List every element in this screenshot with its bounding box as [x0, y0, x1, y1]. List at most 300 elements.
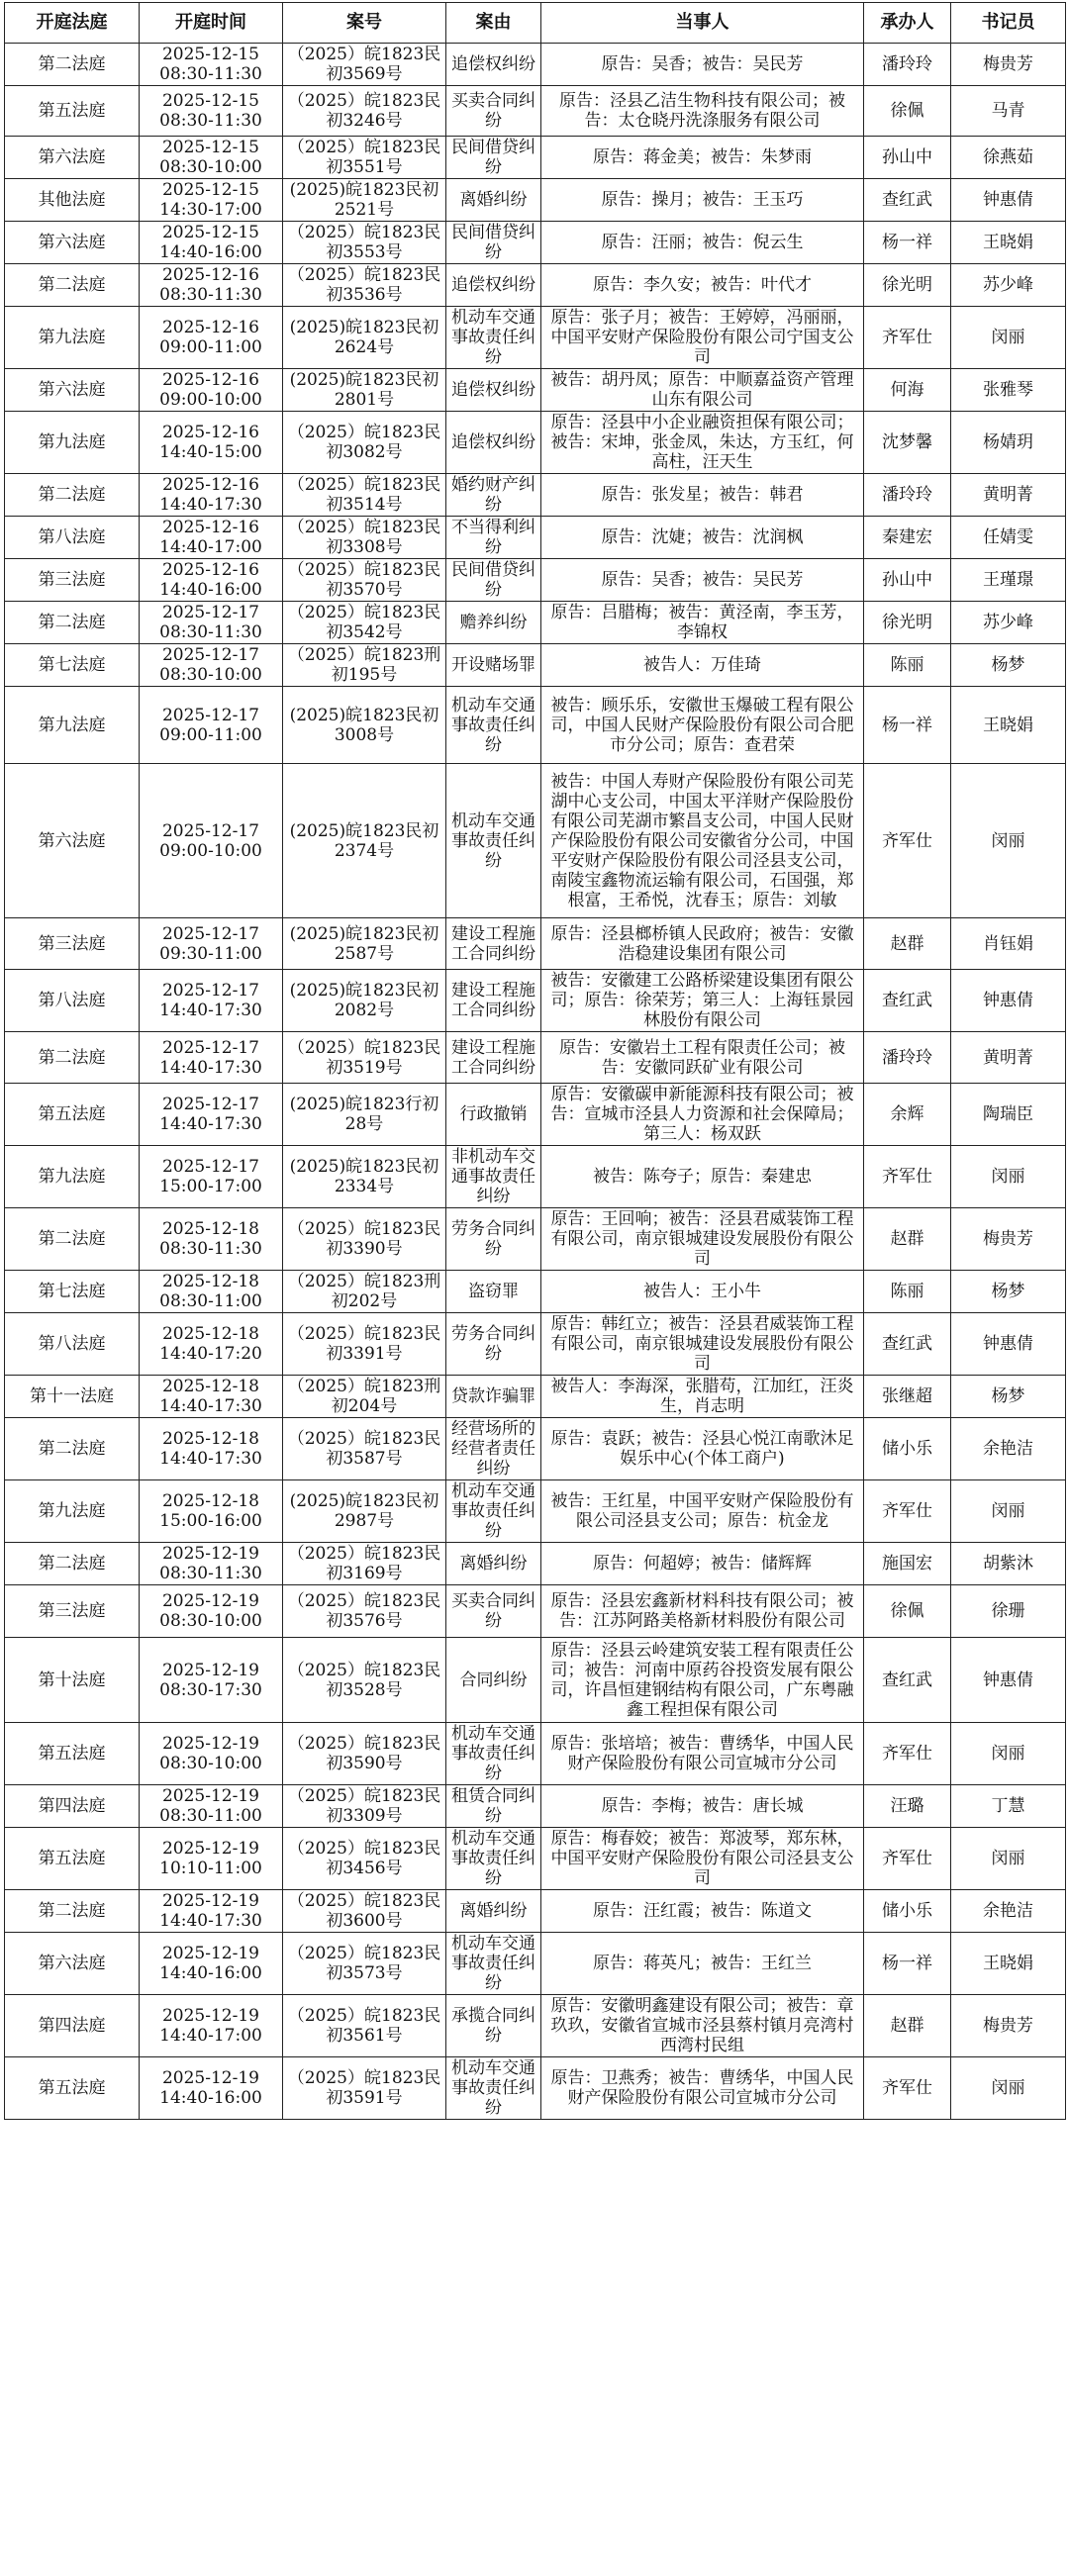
time-text: 08:30-11:30 [159, 1239, 262, 1259]
parties-cell [541, 1032, 864, 1084]
time-text: 2025-12-18 [161, 1324, 259, 1344]
clerk-text: 杨梦 [991, 655, 1025, 675]
judge-cell [864, 179, 951, 222]
cause-cell [446, 517, 541, 559]
case-number-text: （2025）皖1823民初3590号 [287, 1734, 441, 1773]
parties-cell [541, 764, 864, 918]
court-cell [5, 1933, 140, 1995]
case-number-cell [283, 764, 446, 918]
court-cell [5, 687, 140, 764]
case-number-text: （2025）皖1823民初3456号 [287, 1839, 441, 1878]
table-row [5, 970, 1066, 1032]
parties-cell [541, 1208, 864, 1271]
table-row [5, 1271, 1066, 1313]
time-text: 2025-12-16 [161, 265, 259, 285]
table-row [5, 369, 1066, 412]
time-cell [140, 1032, 283, 1084]
judge-cell [864, 1638, 951, 1723]
cause-text: 机动车交通事故责任纠纷 [451, 1724, 535, 1783]
judge-text: 徐光明 [882, 613, 932, 632]
time-text: 2025-12-19 [161, 1734, 259, 1754]
clerk-text: 徐珊 [991, 1601, 1025, 1621]
parties-cell [541, 1418, 864, 1480]
case-number-cell [283, 644, 446, 687]
court-cell [5, 412, 140, 474]
clerk-text: 闵丽 [991, 1849, 1025, 1868]
time-text: 14:40-17:30 [159, 1057, 262, 1078]
clerk-text: 胡紫沐 [983, 1554, 1033, 1574]
court-text: 第九法庭 [38, 328, 106, 347]
parties-text: 原告：汪丽；被告：倪云生 [601, 233, 804, 252]
clerk-text: 杨梦 [991, 1386, 1025, 1406]
cause-text: 机动车交通事故责任纠纷 [451, 2058, 535, 2118]
cause-cell [446, 137, 541, 179]
judge-cell [864, 559, 951, 602]
cause-cell [446, 1313, 541, 1376]
court-text: 第二法庭 [38, 1554, 106, 1574]
schedule-body [5, 44, 1066, 2120]
case-number-text: (2025)皖1823民初2082号 [289, 981, 439, 1020]
cause-text: 经营场所的经营者责任纠纷 [451, 1419, 535, 1479]
case-number-text: （2025）皖1823民初3082号 [287, 423, 441, 462]
case-number-cell [283, 1828, 446, 1890]
judge-cell [864, 1890, 951, 1933]
judge-cell [864, 2057, 951, 2120]
court-text: 第三法庭 [38, 933, 106, 954]
table-row [5, 687, 1066, 764]
judge-cell [864, 970, 951, 1032]
judge-cell [864, 1585, 951, 1638]
judge-cell [864, 1543, 951, 1585]
case-number-cell [283, 1723, 446, 1785]
time-text: 2025-12-16 [161, 370, 259, 390]
court-cell [5, 222, 140, 264]
time-text: 2025-12-17 [161, 1037, 259, 1058]
cause-cell [446, 1146, 541, 1208]
parties-cell [541, 86, 864, 137]
court-cell [5, 970, 140, 1032]
court-text: 第二法庭 [38, 275, 106, 295]
table-row [5, 1146, 1066, 1208]
judge-text: 赵群 [890, 1229, 924, 1249]
time-cell [140, 2057, 283, 2120]
time-text: 09:00-10:00 [159, 840, 262, 861]
time-text: 14:40-16:00 [159, 580, 262, 600]
cause-cell [446, 1480, 541, 1543]
court-cell [5, 1995, 140, 2057]
time-text: 2025-12-17 [161, 1157, 259, 1177]
cause-text: 民间借贷纠纷 [451, 560, 535, 600]
clerk-text: 黄明菁 [983, 485, 1033, 505]
clerk-cell [951, 222, 1066, 264]
clerk-text: 钟惠倩 [983, 1670, 1033, 1690]
court-cell [5, 86, 140, 137]
parties-cell [541, 1828, 864, 1890]
judge-cell [864, 1146, 951, 1208]
court-cell [5, 1146, 140, 1208]
time-cell [140, 644, 283, 687]
court-text: 第十法庭 [38, 1670, 106, 1690]
clerk-cell [951, 602, 1066, 644]
time-text: 08:30-11:00 [159, 1291, 262, 1311]
cause-text: 民间借贷纠纷 [451, 138, 535, 177]
clerk-cell [951, 1638, 1066, 1723]
clerk-cell [951, 1418, 1066, 1480]
judge-text: 齐军仕 [882, 328, 932, 347]
time-cell [140, 687, 283, 764]
header-cause: 案由 [446, 3, 541, 44]
court-cell [5, 559, 140, 602]
time-text: 14:40-16:00 [159, 242, 262, 262]
judge-text: 何海 [890, 380, 924, 400]
cause-text: 行政撤销 [459, 1104, 528, 1124]
time-cell [140, 137, 283, 179]
court-text: 其他法庭 [38, 190, 106, 210]
court-text: 第五法庭 [38, 2078, 106, 2098]
clerk-text: 丁慧 [991, 1796, 1025, 1816]
time-cell [140, 1638, 283, 1723]
table-row [5, 644, 1066, 687]
time-text: 2025-12-15 [161, 180, 259, 200]
clerk-cell [951, 1543, 1066, 1585]
time-cell [140, 1723, 283, 1785]
table-row [5, 1543, 1066, 1585]
clerk-text: 王晓娟 [983, 715, 1033, 735]
case-number-cell [283, 559, 446, 602]
time-cell [140, 602, 283, 644]
time-text: 09:00-10:00 [159, 390, 262, 410]
time-text: 08:30-10:00 [159, 157, 262, 177]
cause-cell [446, 474, 541, 517]
cause-cell [446, 1995, 541, 2057]
time-text: 2025-12-19 [161, 1591, 259, 1611]
judge-text: 汪璐 [890, 1796, 924, 1816]
clerk-cell [951, 918, 1066, 970]
clerk-cell [951, 1933, 1066, 1995]
court-cell [5, 644, 140, 687]
time-text: 09:00-11:00 [159, 724, 262, 745]
clerk-cell [951, 412, 1066, 474]
case-number-text: （2025）皖1823民初3390号 [287, 1219, 441, 1259]
table-row [5, 44, 1066, 86]
cause-text: 追偿权纠纷 [451, 380, 535, 400]
clerk-cell [951, 644, 1066, 687]
time-text: 09:00-11:00 [159, 337, 262, 357]
clerk-text: 任婧雯 [983, 527, 1033, 547]
time-cell [140, 559, 283, 602]
case-number-cell [283, 1146, 446, 1208]
time-text: 2025-12-17 [161, 645, 259, 665]
clerk-text: 徐燕茹 [983, 147, 1033, 167]
cause-cell [446, 918, 541, 970]
judge-cell [864, 687, 951, 764]
time-text: 14:40-17:30 [159, 495, 262, 515]
cause-text: 劳务合同纠纷 [451, 1324, 535, 1364]
case-number-cell [283, 1890, 446, 1933]
judge-cell [864, 44, 951, 86]
court-text: 第八法庭 [38, 1334, 106, 1354]
parties-text: 原告：蒋金美；被告：朱梦雨 [593, 147, 812, 167]
parties-cell [541, 1638, 864, 1723]
parties-cell [541, 644, 864, 687]
court-text: 第四法庭 [38, 1796, 106, 1816]
clerk-cell [951, 474, 1066, 517]
case-number-text: （2025）皖1823民初3570号 [287, 560, 441, 600]
parties-text: 被告人：王小牛 [643, 1282, 761, 1301]
parties-cell [541, 412, 864, 474]
clerk-text: 马青 [991, 101, 1025, 121]
table-row [5, 307, 1066, 369]
time-text: 2025-12-17 [161, 981, 259, 1001]
parties-text: 原告：吴香；被告：吴民芳 [601, 54, 804, 74]
parties-cell [541, 1585, 864, 1638]
time-text: 08:30-10:00 [159, 1611, 262, 1631]
case-number-cell [283, 222, 446, 264]
case-number-cell [283, 412, 446, 474]
case-number-text: （2025）皖1823民初3308号 [287, 518, 441, 557]
judge-text: 徐佩 [890, 1601, 924, 1621]
table-row [5, 764, 1066, 918]
time-text: 2025-12-18 [161, 1491, 259, 1511]
judge-text: 齐军仕 [882, 1744, 932, 1764]
table-row [5, 1208, 1066, 1271]
judge-cell [864, 1995, 951, 2057]
parties-text: 原告：吕腊梅；被告：黄泾南，李玉芳，李锦权 [550, 603, 854, 642]
time-cell [140, 1313, 283, 1376]
time-text: 2025-12-15 [161, 223, 259, 242]
clerk-cell [951, 369, 1066, 412]
court-text: 第九法庭 [38, 1167, 106, 1187]
table-row [5, 1313, 1066, 1376]
table-row [5, 264, 1066, 307]
judge-text: 沈梦馨 [882, 432, 932, 452]
judge-cell [864, 1418, 951, 1480]
court-text: 第二法庭 [38, 1439, 106, 1459]
time-text: 14:40-17:30 [159, 1449, 262, 1469]
judge-cell [864, 1376, 951, 1418]
cause-cell [446, 412, 541, 474]
judge-text: 孙山中 [882, 570, 932, 590]
case-number-cell [283, 44, 446, 86]
cause-cell [446, 1585, 541, 1638]
parties-text: 被告：顾乐乐，安徽世玉爆破工程有限公司，中国人民财产保险股份有限公司合肥市分公司；原告：查君荣 [550, 695, 854, 755]
case-number-cell [283, 179, 446, 222]
cause-text: 离婚纠纷 [459, 190, 528, 210]
table-row [5, 2057, 1066, 2120]
parties-cell [541, 1146, 864, 1208]
time-text: 14:40-17:00 [159, 537, 262, 557]
court-cell [5, 1208, 140, 1271]
time-cell [140, 1933, 283, 1995]
parties-text: 原告：泾县榔桥镇人民政府；被告：安徽浩稳建设集团有限公司 [550, 923, 854, 964]
case-number-cell [283, 369, 446, 412]
court-text: 第五法庭 [38, 1104, 106, 1124]
case-number-text: (2025)皖1823民初2801号 [289, 370, 439, 410]
time-text: 2025-12-19 [161, 1786, 259, 1806]
case-number-text: (2025)皖1823民初2374号 [289, 820, 439, 861]
time-cell [140, 1418, 283, 1480]
parties-cell [541, 1785, 864, 1828]
court-cell [5, 1828, 140, 1890]
court-cell [5, 264, 140, 307]
time-text: 2025-12-18 [161, 1429, 259, 1449]
judge-text: 赵群 [890, 2016, 924, 2036]
cause-cell [446, 687, 541, 764]
judge-cell [864, 1313, 951, 1376]
judge-cell [864, 764, 951, 918]
court-cell [5, 918, 140, 970]
table-row [5, 1585, 1066, 1638]
clerk-text: 王瑾璟 [983, 570, 1033, 590]
time-cell [140, 179, 283, 222]
cause-text: 建设工程施工合同纠纷 [451, 981, 535, 1020]
court-text: 第二法庭 [38, 1229, 106, 1249]
case-number-text: （2025）皖1823民初3514号 [287, 475, 441, 515]
cause-text: 建设工程施工合同纠纷 [451, 1037, 535, 1078]
parties-text: 原告：泾县乙洁生物科技有限公司；被告：太仓晓丹洗涤服务有限公司 [559, 91, 845, 131]
parties-text: 原告：泾县云岭建筑安装工程有限责任公司；被告：河南中原药谷投资发展有限公司，许昌恒建钢结构有限公司，广东粤融鑫工程担保有限公司 [550, 1640, 854, 1720]
judge-text: 齐军仕 [882, 2078, 932, 2098]
court-cell [5, 1785, 140, 1828]
parties-cell [541, 1480, 864, 1543]
case-number-cell [283, 2057, 446, 2120]
cause-cell [446, 1890, 541, 1933]
cause-cell [446, 222, 541, 264]
court-text: 第六法庭 [38, 380, 106, 400]
parties-cell [541, 222, 864, 264]
parties-text: 被告：中国人寿财产保险股份有限公司芜湖中心支公司，中国太平洋财产保险股份有限公司芜湖市繁昌支公司，中国人民财产保险股份有限公司安徽省分公司，中国平安财产保险股份有限公司泾县支公司，南陵宝鑫物流运输有限公司，石国强，郑根富，王希悦，沈春玉；原告：刘敏 [550, 771, 854, 910]
cause-text: 追偿权纠纷 [451, 275, 535, 295]
time-text: 2025-12-18 [161, 1272, 259, 1291]
case-number-cell [283, 1418, 446, 1480]
clerk-text: 杨梦 [991, 1282, 1025, 1301]
time-text: 08:30-11:00 [159, 1806, 262, 1826]
court-cell [5, 44, 140, 86]
cause-text: 追偿权纠纷 [451, 54, 535, 74]
parties-text: 原告：安徽碳申新能源科技有限公司；被告：宣城市泾县人力资源和社会保障局；第三人：杨双跃 [550, 1085, 854, 1144]
court-cell [5, 2057, 140, 2120]
cause-text: 机动车交通事故责任纠纷 [451, 695, 535, 755]
cause-cell [446, 179, 541, 222]
judge-text: 查红武 [882, 1670, 932, 1690]
clerk-text: 余艳洁 [983, 1439, 1033, 1459]
case-number-text: （2025）皖1823民初3569号 [287, 45, 441, 84]
parties-cell [541, 1933, 864, 1995]
header-parties: 当事人 [541, 3, 864, 44]
parties-cell [541, 918, 864, 970]
time-text: 2025-12-19 [161, 2006, 259, 2026]
case-number-text: （2025）皖1823民初3528号 [287, 1660, 441, 1700]
judge-text: 杨一祥 [882, 233, 932, 252]
time-text: 14:40-17:30 [159, 1911, 262, 1931]
judge-text: 陈丽 [890, 1282, 924, 1301]
cause-cell [446, 1785, 541, 1828]
cause-text: 承揽合同纠纷 [451, 2006, 535, 2046]
clerk-text: 苏少峰 [983, 275, 1033, 295]
case-number-cell [283, 307, 446, 369]
court-text: 第七法庭 [38, 1282, 106, 1301]
parties-text: 被告：王红星，中国平安财产保险股份有限公司泾县支公司；原告：杭金龙 [550, 1491, 854, 1531]
clerk-cell [951, 44, 1066, 86]
parties-text: 被告：陈夸子；原告：秦建忠 [593, 1167, 812, 1187]
court-text: 第二法庭 [38, 1901, 106, 1921]
clerk-cell [951, 1313, 1066, 1376]
court-cell [5, 1084, 140, 1146]
clerk-cell [951, 764, 1066, 918]
time-text: 2025-12-19 [161, 1839, 259, 1859]
time-cell [140, 1480, 283, 1543]
court-cell [5, 517, 140, 559]
parties-cell [541, 264, 864, 307]
case-number-cell [283, 86, 446, 137]
time-text: 2025-12-18 [161, 1219, 259, 1239]
cause-cell [446, 1933, 541, 1995]
time-text: 2025-12-16 [161, 560, 259, 580]
time-text: 2025-12-15 [161, 138, 259, 157]
cause-cell [446, 307, 541, 369]
parties-cell [541, 970, 864, 1032]
cause-cell [446, 559, 541, 602]
case-number-text: （2025）皖1823刑初195号 [287, 645, 441, 685]
judge-cell [864, 222, 951, 264]
clerk-text: 肖钰娟 [983, 933, 1033, 954]
header-clerk: 书记员 [951, 3, 1066, 44]
case-number-cell [283, 1376, 446, 1418]
parties-text: 被告：胡丹凤；原告：中顺嘉益资产管理山东有限公司 [550, 370, 854, 410]
clerk-cell [951, 687, 1066, 764]
time-cell [140, 1785, 283, 1828]
clerk-text: 余艳洁 [983, 1901, 1033, 1921]
cause-cell [446, 1723, 541, 1785]
clerk-cell [951, 1376, 1066, 1418]
parties-cell [541, 1995, 864, 2057]
clerk-text: 梅贵芳 [983, 2016, 1033, 2036]
clerk-cell [951, 1995, 1066, 2057]
cause-text: 租赁合同纠纷 [451, 1786, 535, 1826]
time-text: 2025-12-16 [161, 318, 259, 337]
case-number-text: （2025）皖1823民初3519号 [287, 1037, 441, 1078]
table-row [5, 1376, 1066, 1418]
clerk-text: 梅贵芳 [983, 54, 1033, 74]
time-text: 2025-12-19 [161, 1891, 259, 1911]
header-court: 开庭法庭 [5, 3, 140, 44]
clerk-text: 闵丽 [991, 830, 1025, 851]
judge-cell [864, 1084, 951, 1146]
time-text: 08:30-10:00 [159, 1754, 262, 1773]
time-text: 14:40-16:00 [159, 1963, 262, 1983]
court-cell [5, 1638, 140, 1723]
time-text: 2025-12-17 [161, 923, 259, 944]
time-cell [140, 412, 283, 474]
judge-text: 杨一祥 [882, 1954, 932, 1973]
time-text: 14:30-17:00 [159, 200, 262, 220]
case-number-text: （2025）皖1823民初3246号 [287, 91, 441, 131]
case-number-cell [283, 1933, 446, 1995]
table-row [5, 1032, 1066, 1084]
parties-cell [541, 2057, 864, 2120]
time-text: 10:10-11:00 [159, 1859, 262, 1878]
case-number-text: （2025）皖1823刑初202号 [287, 1272, 441, 1311]
cause-text: 赡养纠纷 [459, 613, 528, 632]
parties-cell [541, 517, 864, 559]
parties-text: 原告：张培培；被告：曹绣华，中国人民财产保险股份有限公司宣城市分公司 [550, 1734, 854, 1773]
parties-text: 原告：李梅；被告：唐长城 [601, 1796, 804, 1816]
clerk-cell [951, 1271, 1066, 1313]
time-cell [140, 764, 283, 918]
case-number-text: （2025）皖1823民初3542号 [287, 603, 441, 642]
judge-cell [864, 1828, 951, 1890]
parties-text: 原告：张发星；被告：韩君 [601, 485, 804, 505]
